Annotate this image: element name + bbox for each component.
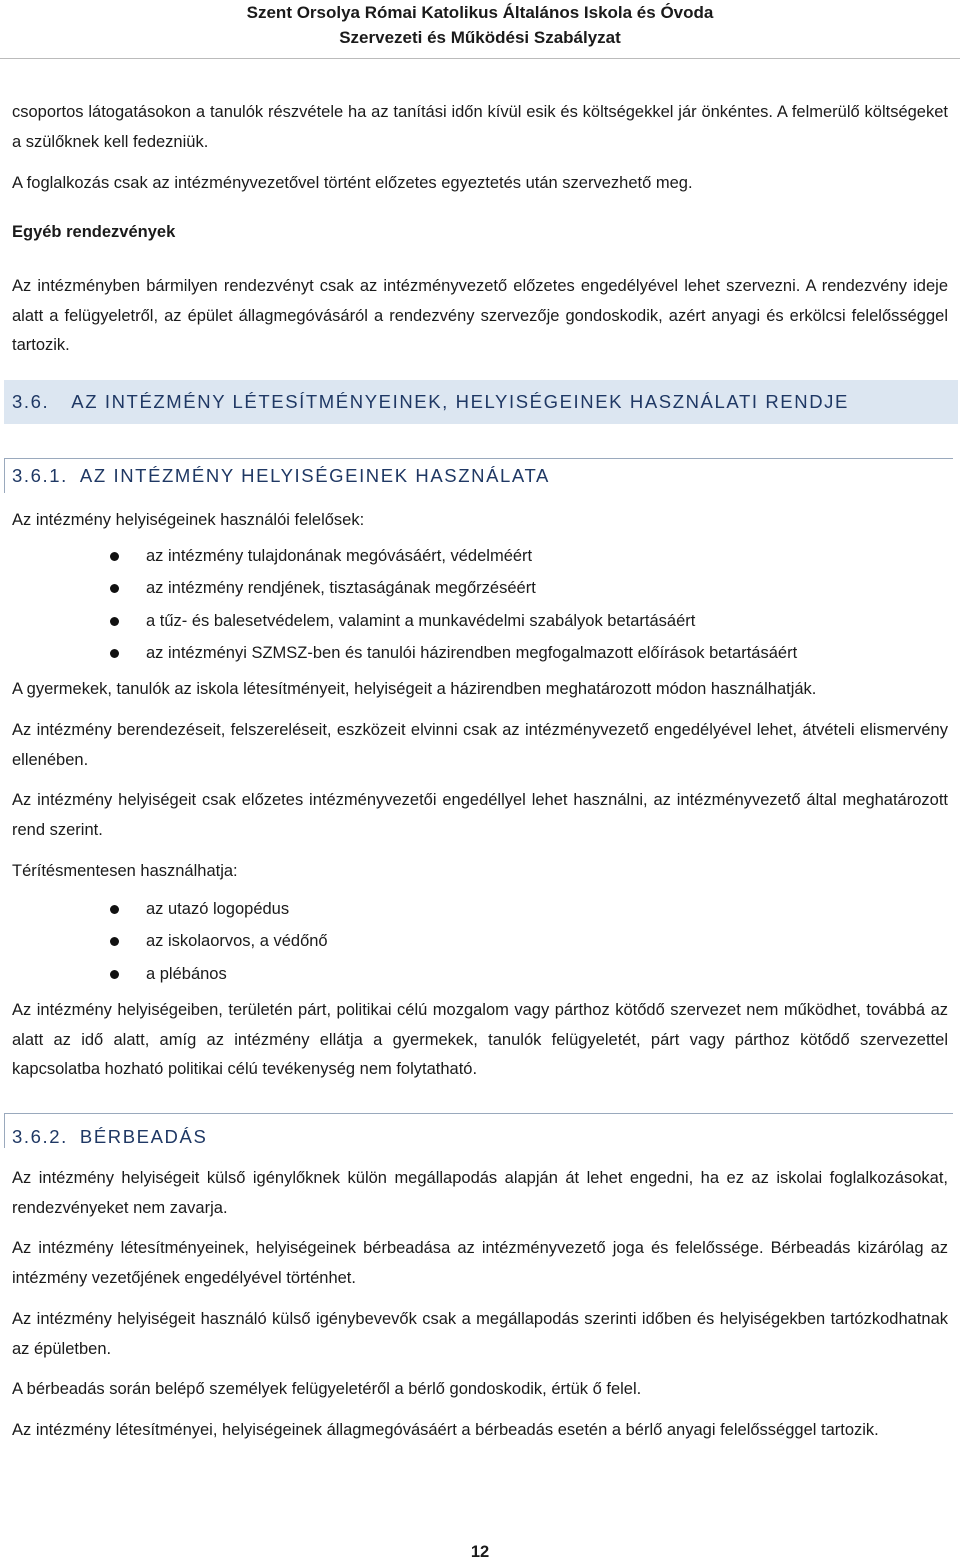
list-item: az intézmény rendjének, tisztaságának megőrzéséért	[0, 572, 900, 604]
header-divider	[0, 58, 960, 59]
list-item: az utazó logopédus	[0, 893, 900, 925]
header-document-title: Szervezeti és Működési Szabályzat	[339, 28, 621, 47]
section-number: 3.6.	[12, 391, 50, 412]
section-title-text: AZ INTÉZMÉNY LÉTESÍTMÉNYEINEK, HELYISÉGEINEK HASZNÁLATI RENDJE	[71, 391, 849, 412]
section-heading-3-6	[12, 380, 849, 424]
document-header	[0, 0, 960, 50]
page-number: 12	[470, 1543, 490, 1561]
header-school-name: Szent Orsolya Római Katolikus Általános Iskola és Óvoda	[246, 3, 714, 22]
list-item: a plébános	[0, 958, 900, 990]
rental-paragraph-1: Az intézmény helyiségeit külső igénylőknek külön megállapodás alapján át lehet engedni, ha ez az iskolai foglalkozásokat, rendezvényeket nem zavarja.	[12, 1169, 948, 1217]
usage-paragraph-2: Az intézmény berendezéseit, felszereléseit, eszközeit elvinni csak az intézményvezető engedélyével lehet, átvételi elismervény ellenében.	[12, 721, 948, 769]
subsection-title-text: AZ INTÉZMÉNY HELYISÉGEINEK HASZNÁLATA	[79, 465, 550, 486]
subsection-heading-3-6-1	[12, 459, 550, 493]
bullet-icon	[110, 649, 119, 658]
subsection-heading-3-6-2	[12, 1120, 207, 1154]
bullet-icon	[110, 970, 119, 979]
bullet-icon	[110, 584, 119, 593]
usage-paragraph-1: A gyermekek, tanulók az iskola létesítményeit, helyiségeit a házirendben meghatározott módon használhatják.	[12, 680, 817, 698]
bullet-icon	[110, 617, 119, 626]
subsection-number: 3.6.1.	[12, 465, 68, 486]
rental-paragraph-3: Az intézmény helyiségeit használó külső igénybevevők csak a megállapodás szerinti időben és helyiségekben tartózkodhatnak az épületben.	[12, 1310, 948, 1358]
intro-paragraph-1: csoportos látogatásokon a tanulók részvétele ha az tanítási időn kívül esik és költségekkel jár önkéntes. A felmerülő költségeket a szülőknek kell fedezniük.	[12, 103, 948, 151]
subsection-title-text: BÉRBEADÁS	[79, 1126, 208, 1147]
usage-paragraph-3: Az intézmény helyiségeit csak előzetes intézményvezetői engedéllyel lehet használni, az intézményvezető által meghatározott rend szerint.	[12, 791, 948, 839]
list-item: az intézmény tulajdonának megóvásáért, védelméért	[0, 540, 900, 572]
bullet-icon	[110, 937, 119, 946]
subsection-number: 3.6.2.	[12, 1126, 68, 1147]
free-use-intro: Térítésmentesen használhatja:	[12, 862, 238, 880]
rental-paragraph-2: Az intézmény létesítményeinek, helyiségeinek bérbeadása az intézményvezető joga és felelőssége. Bérbeadás kizárólag az intézmény vezetőjének engedélyével történhet.	[12, 1239, 948, 1287]
list-item: a tűz- és balesetvédelem, valamint a munkavédelmi szabályok betartásáért	[0, 605, 900, 637]
list-item: az intézményi SZMSZ-ben és tanulói házirendben megfogalmazott előírások betartásáért	[0, 637, 900, 669]
intro-paragraph-3: Az intézményben bármilyen rendezvényt csak az intézményvezető előzetes engedélyével lehet szervezni. A rendezvény ideje alatt a felügyeletről, az épület állagmegóvásáról a rendezvény szervezője gondoskodik, azért anyagi és erkölcsi felelősséggel tartozik.	[12, 277, 948, 354]
rental-paragraph-4: A bérbeadás során belépő személyek felügyeletéről a bérlő gondoskodik, értük ő felel.	[12, 1380, 642, 1398]
political-activity-paragraph: Az intézmény helyiségeiben, területén párt, politikai célú mozgalom vagy párthoz kötődő szervezet nem működhet, továbbá az alatt az idő alatt, amíg az intézmény ellátja a gyermekek, tanulók felügyeletét, párt vagy párthoz kötődő szervezettel kapcsolatba hozható politikai célú tevékenység nem folytatható.	[12, 1001, 948, 1078]
intro-paragraph-2: A foglalkozás csak az intézményvezetővel történt előzetes egyeztetés után szervezhető meg.	[12, 174, 693, 192]
bullet-icon	[110, 552, 119, 561]
subheading-other-events: Egyéb rendezvények	[12, 223, 176, 241]
list-item: az iskolaorvos, a védőnő	[0, 925, 900, 957]
bullet-icon	[110, 905, 119, 914]
responsibility-intro: Az intézmény helyiségeinek használói felelősek:	[12, 511, 365, 529]
rental-paragraph-5: Az intézmény létesítményei, helyiségeinek állagmegóvásáért a bérbeadás esetén a bérlő anyagi felelősséggel tartozik.	[12, 1421, 879, 1439]
